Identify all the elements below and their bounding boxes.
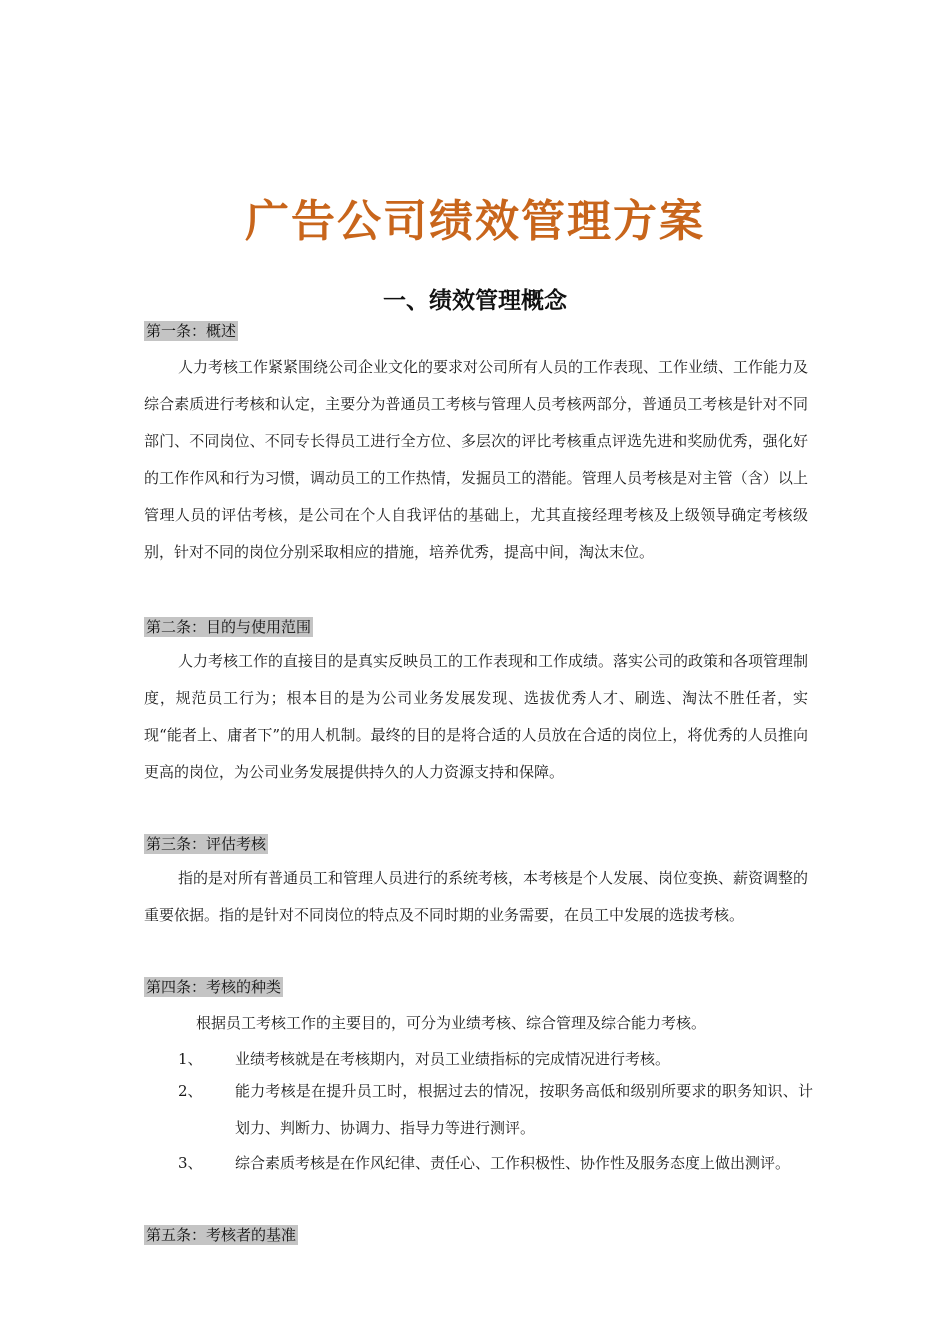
- article-4-heading: 第四条：考核的种类: [146, 978, 282, 996]
- list-text: 业绩考核就是在考核期内，对员工业绩指标的完成情况进行考核。: [235, 1050, 671, 1068]
- article-3-text: 指的是对所有普通员工和管理人员进行的系统考核，本考核是个人发展、岗位变换、薪资调整的重要依据。指的是针对不同岗位的特点及不同时期的业务需要，在员工中发展的选拔考核。: [144, 869, 809, 924]
- article-1-text: 人力考核工作紧紧围绕公司企业文化的要求对公司所有人员的工作表现、工作业绩、工作能力及综合素质进行考核和认定，主要分为普通员工考核与管理人员考核两部分，普通员工考核是针对不同部门、不同岗位、不同专长得员工进行全方位、多层次的评比考核重点评选先进和奖励优秀，强化好的工作作风和行为习惯，调动员工的工作热情，发掘员工的潜能。管理人员考核是对主管（含）以上管理人员的评估考核，是公司在个人自我评估的基础上，尤其直接经理考核及上级领导确定考核级别，针对不同的岗位分别采取相应的措施，培养优秀，提高中间，淘汰末位。: [144, 358, 809, 561]
- list-text: 综合素质考核是在作风纪律、责任心、工作积极性、协作性及服务态度上做出测评。: [235, 1154, 791, 1172]
- list-number: 3、: [178, 1154, 203, 1172]
- article-5-heading: 第五条：考核者的基准: [146, 1226, 297, 1244]
- article-1-heading: 第一条：概述: [146, 322, 237, 340]
- article-1-paragraph: [144, 349, 808, 571]
- list-text: 能力考核是在提升员工时，根据过去的情况，按职务高低和级别所要求的职务知识、计划力、判断力、协调力、指导力等进行测评。: [235, 1082, 813, 1137]
- article-3-paragraph: [144, 860, 808, 934]
- article-4-paragraph: 根据员工考核工作的主要目的，可分为业绩考核、综合管理及综合能力考核。: [196, 1014, 707, 1032]
- list-number: 1、: [178, 1050, 203, 1068]
- list-number: 2、: [178, 1082, 203, 1100]
- article-2-heading: 第二条：目的与使用范围: [146, 618, 312, 636]
- document-title: 广告公司绩效管理方案: [245, 196, 705, 247]
- article-2-text: 人力考核工作的直接目的是真实反映员工的工作表现和工作成绩。落实公司的政策和各项管理制度，规范员工行为；根本目的是为公司业务发展发现、选拔优秀人才、刷选、淘汰不胜任者，实现“能者上、庸者下”的用人机制。最终的目的是将合适的人员放在合适的岗位上，将优秀的人员推向更高的岗位，为公司业务发展提供持久的人力资源支持和保障。: [144, 652, 809, 781]
- article-2-paragraph: [144, 643, 808, 791]
- section-heading: 一、绩效管理概念: [383, 288, 567, 314]
- article-3-heading: 第三条：评估考核: [146, 835, 267, 853]
